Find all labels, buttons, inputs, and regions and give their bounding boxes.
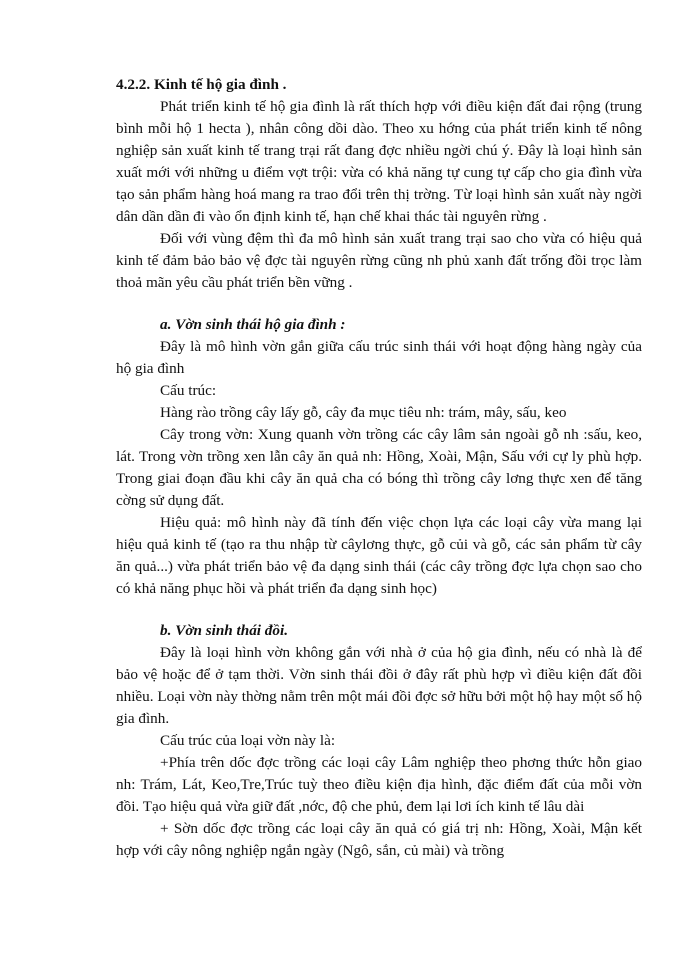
section-a-fence: Hàng rào trồng cây lấy gỗ, cây đa mục tiêu nh: trám, mây, sấu, keo xyxy=(160,404,567,421)
section-b-title: b. Vờn sinh thái đồi. xyxy=(160,622,289,639)
section-b-structure-label: Cấu trúc của loại vờn này là: xyxy=(160,732,336,749)
section-a-structure-label: Cấu trúc: xyxy=(160,382,217,399)
intro-paragraph-1: Phát triển kinh tế hộ gia đình là rất thích hợp với điều kiện đất đai rộng (trung bình mỗi hộ 1 hecta ), nhân công dồi dào. Theo xu hớng của phát triển kinh tế nông nghiệp sản xuất kinh tế trang trại rất đang đợc nhiều ngời chú ý. Đây là loại hình sản xuất mới với những u điểm vợt trội: vừa có khả năng tự cung tự cấp cho gia đình vừa tạo sản phẩm hàng hoá mang ra trao đổi trên thị trờng. Từ loại hình sản xuất này ngời dân dần dần đi vào ổn định kinh tế, hạn chế khai thác tài nguyên rừng . xyxy=(116,98,642,225)
section-b-paragraph-1: Đây là loại hình vờn không gắn với nhà ở của hộ gia đình, nếu có nhà là để bảo vệ hoặc để ở tạm thời. Vờn sinh thái đồi ở đây rất phù hợp vì điều kiện đất đồi nhiều. Loại vờn này thờng nằm trên một mái đồi đợc sở hữu bởi một hộ hay một số hộ gia đình. xyxy=(116,644,642,727)
section-a-paragraph-1: Đây là mô hình vờn gắn giữa cấu trúc sinh thái với hoạt động hàng ngày của hộ gia đình xyxy=(116,338,642,377)
section-a-effectiveness: Hiệu quả: mô hình này đã tính đến việc chọn lựa các loại cây vừa mang lại hiệu quả kinh tế (tạo ra thu nhập từ câylơng thực, gỗ củi và gỗ, các sản phẩm từ cây ăn quả...) vừa phát triển bảo vệ đa dạng sinh thái (các cây trồng đợc lựa chọn sao cho có khả năng phục hồi và phát triển đa dạng sinh học) xyxy=(116,514,642,597)
section-a-garden-trees: Cây trong vờn: Xung quanh vờn trồng các cây lâm sản ngoài gỗ nh :sấu, keo, lát. Trong vờn trồng xen lẫn cây ăn quả nh: Hồng, Xoài, Mận, Sấu với cự ly phù hợp. Trong giai đoạn đầu khi cây ăn quả cha có bóng thì trồng cây lơng thực xen để tăng cờng sử dụng đất. xyxy=(116,426,642,509)
intro-paragraph-2: Đối với vùng đệm thì đa mô hình sản xuất trang trại sao cho vừa có hiệu quả kinh tế đảm bảo bảo vệ đợc tài nguyên rừng cũng nh phủ xanh đất trống đồi trọc làm thoả mãn yêu cầu phát triển bền vững . xyxy=(116,230,642,291)
section-b-top-slope: +Phía trên dốc đợc trồng các loại cây Lâm nghiệp theo phơng thức hỗn giao nh: Trám, Lát, Keo,Tre,Trúc tuỳ theo điều kiện địa hình, đặc điểm đất của mỗi vờn đồi. Tạo hiệu quả vừa giữ đất ,nớc, độ che phủ, đem lại lơi ích kinh tế lâu dài xyxy=(116,754,642,815)
section-a-title: a. Vờn sinh thái hộ gia đình : xyxy=(160,316,346,333)
section-b-mid-slope: + Sờn dốc đợc trồng các loại cây ăn quả có giá trị nh: Hồng, Xoài, Mận kết hợp với cây nông nghiệp ngắn ngày (Ngô, sắn, củ mài) và trồng xyxy=(116,820,642,859)
section-heading: 4.2.2. Kinh tế hộ gia đình . xyxy=(116,76,287,93)
